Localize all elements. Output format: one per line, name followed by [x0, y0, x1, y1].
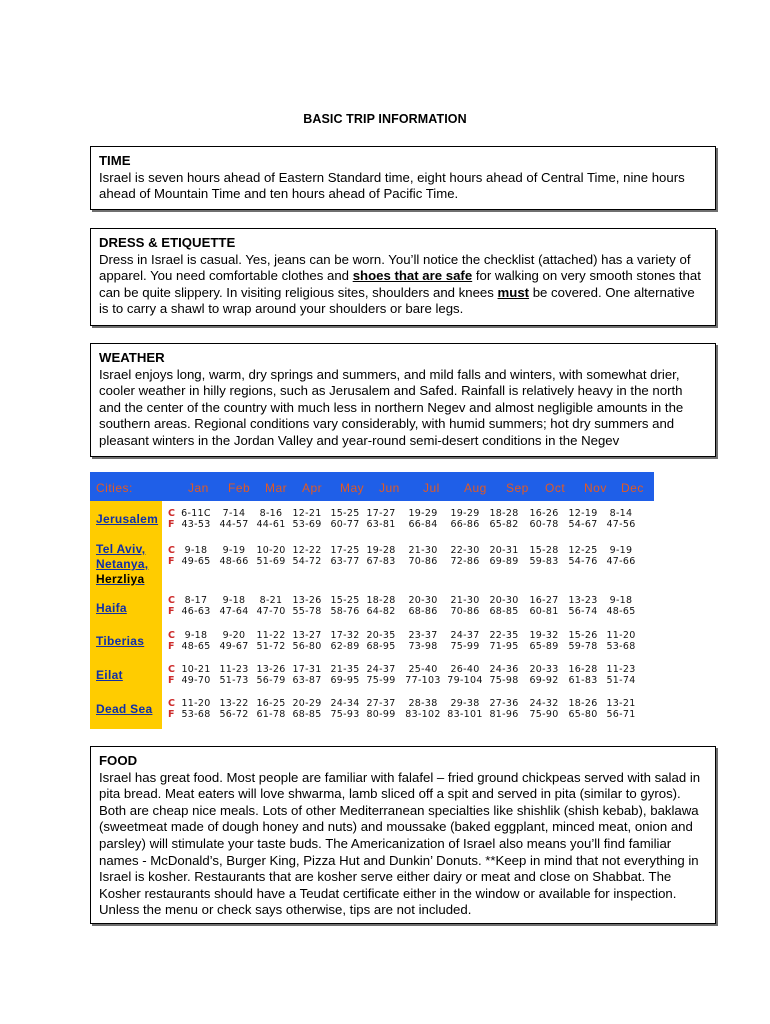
cities-header: Cities:: [96, 481, 133, 495]
food-section: [90, 746, 716, 924]
temp-celsius: 29-38: [450, 698, 480, 709]
temp-celsius: 27-37: [366, 698, 396, 709]
food-heading: FOOD: [99, 753, 138, 768]
temp-fahrenheit: 54-67: [568, 519, 598, 530]
climate-header-row: [90, 472, 654, 501]
temp-celsius: 11-20: [181, 698, 211, 709]
temp-fahrenheit: 73-98: [408, 641, 438, 652]
month-header-mar: Mar: [265, 481, 288, 495]
temp-cell: [443, 664, 487, 686]
city-name-line: Tel Aviv,: [96, 542, 146, 556]
temp-cell: [359, 545, 403, 567]
temp-celsius: 13-26: [292, 595, 322, 606]
temp-fahrenheit: 63-81: [366, 519, 396, 530]
temp-fahrenheit: 53-68: [181, 709, 211, 720]
temp-cell: [359, 664, 403, 686]
temp-fahrenheit: 62-89: [330, 641, 360, 652]
temp-celsius: 11-23: [219, 664, 249, 675]
temp-celsius: 25-40: [408, 664, 438, 675]
temp-fahrenheit: 70-86: [408, 556, 438, 567]
temp-fahrenheit: 60-77: [330, 519, 360, 530]
month-header-may: May: [340, 481, 365, 495]
month-header-sep: Sep: [506, 481, 529, 495]
temp-celsius: 12-22: [292, 545, 322, 556]
temp-fahrenheit: 60-81: [529, 606, 559, 617]
temp-celsius: 20-30: [408, 595, 438, 606]
temp-cell: [443, 595, 487, 617]
temp-celsius: 10-21: [181, 664, 211, 675]
temp-fahrenheit: 68-86: [408, 606, 438, 617]
temp-cell: [599, 630, 643, 652]
temp-fahrenheit: 64-82: [366, 606, 396, 617]
temp-cell: [522, 698, 566, 720]
temp-cell: [359, 698, 403, 720]
temp-cell: [599, 698, 643, 720]
celsius-label: C: [168, 595, 175, 606]
temp-celsius: 11-23: [606, 664, 636, 675]
temp-celsius: 20-29: [292, 698, 322, 709]
temp-celsius: 16-28: [568, 664, 598, 675]
temp-cell: [401, 545, 445, 567]
temp-celsius: 22-30: [450, 545, 480, 556]
fahrenheit-label: F: [168, 556, 175, 567]
temp-celsius: 9-18: [184, 630, 208, 641]
temp-fahrenheit: 56-74: [568, 606, 598, 617]
temp-celsius: 18-28: [489, 508, 519, 519]
city-name[interactable]: [96, 601, 127, 616]
weather-heading: WEATHER: [99, 350, 165, 365]
temp-fahrenheit: 75-99: [450, 641, 480, 652]
temp-cell: [482, 664, 526, 686]
temp-cell: [599, 595, 643, 617]
temp-celsius: 13-23: [568, 595, 598, 606]
temp-cell: [522, 595, 566, 617]
temp-fahrenheit: 47-66: [606, 556, 636, 567]
temp-celsius: 10-20: [256, 545, 286, 556]
temp-celsius: 22-35: [489, 630, 519, 641]
temp-fahrenheit: 68-85: [292, 709, 322, 720]
city-name[interactable]: [96, 702, 152, 717]
temp-celsius: 9-20: [222, 630, 246, 641]
temp-fahrenheit: 51-69: [256, 556, 286, 567]
temp-celsius: 20-35: [366, 630, 396, 641]
fahrenheit-label: F: [168, 641, 175, 652]
temp-celsius: 8-16: [259, 508, 283, 519]
temp-cell: [443, 630, 487, 652]
temp-fahrenheit: 48-65: [606, 606, 636, 617]
temp-fahrenheit: 68-95: [366, 641, 396, 652]
temp-cell: [401, 508, 445, 530]
temp-fahrenheit: 70-86: [450, 606, 480, 617]
city-name-line: Tiberias: [96, 634, 145, 648]
temp-cell: [522, 545, 566, 567]
temp-cell: [599, 508, 643, 530]
temp-cell: [401, 664, 445, 686]
temp-celsius: 16-27: [529, 595, 559, 606]
temp-celsius: 16-25: [256, 698, 286, 709]
city-name[interactable]: [96, 634, 144, 649]
celsius-label: C: [168, 545, 175, 556]
temp-celsius: 26-40: [450, 664, 480, 675]
temp-celsius: 13-22: [219, 698, 249, 709]
temp-celsius: 15-25: [330, 595, 360, 606]
city-name[interactable]: [96, 512, 158, 527]
temp-cell: [359, 595, 403, 617]
month-header-oct: Oct: [545, 481, 566, 495]
temp-celsius: 11-22: [256, 630, 286, 641]
month-header-dec: Dec: [621, 481, 644, 495]
temp-fahrenheit: 43-53: [181, 519, 211, 530]
temp-celsius: 15-26: [568, 630, 598, 641]
month-header-jun: Jun: [379, 481, 400, 495]
temp-fahrenheit: 83-102: [405, 709, 441, 720]
temp-celsius: 12-19: [568, 508, 598, 519]
temp-fahrenheit: 49-70: [181, 675, 211, 686]
city-name-line: Jerusalem: [96, 512, 159, 526]
dress-text: [99, 252, 707, 318]
temp-fahrenheit: 48-65: [181, 641, 211, 652]
temp-fahrenheit: 56-72: [219, 709, 249, 720]
temp-cell: [482, 545, 526, 567]
time-text: Israel is seven hours ahead of Eastern Standard time, eight hours ahead of Central Time, nine hours ahead of Mountain Time and ten hours ahead of Pacific Time.: [99, 169, 685, 202]
celsius-label: C: [168, 630, 175, 641]
temp-celsius: 28-38: [408, 698, 438, 709]
weather-text: Israel enjoys long, warm, dry springs and summers, and mild falls and winters, with somewhat drier, cooler weather in hilly regions, such as Jerusalem and Safed. Rainfall is relatively heavy in the north and the center of the country with much less in northern Negev and almost negligible amounts in the southern areas. Regional conditions vary considerably, with humid summers; hot dry summers and pleasant winters in the Jordan Valley and year-round semi-desert conditions in the Negev: [99, 366, 684, 448]
temp-celsius: 17-31: [292, 664, 322, 675]
month-header-nov: Nov: [584, 481, 607, 495]
temp-fahrenheit: 65-82: [489, 519, 519, 530]
temp-celsius: 20-30: [489, 595, 519, 606]
temp-celsius: 17-32: [330, 630, 360, 641]
month-header-feb: Feb: [228, 481, 251, 495]
page-title: BASIC TRIP INFORMATION: [303, 112, 467, 126]
shoes-safe-emphasis: shoes that are safe: [352, 268, 473, 284]
temp-fahrenheit: 58-76: [330, 606, 360, 617]
temp-fahrenheit: 75-90: [529, 709, 559, 720]
temp-cell: [482, 595, 526, 617]
temp-celsius: 9-19: [609, 545, 633, 556]
temp-fahrenheit: 69-92: [529, 675, 559, 686]
temp-celsius: 19-29: [450, 508, 480, 519]
must-emphasis: must: [497, 284, 530, 300]
celsius-label: C: [168, 664, 175, 675]
temp-fahrenheit: 75-93: [330, 709, 360, 720]
temp-cell: [401, 630, 445, 652]
temp-fahrenheit: 77-103: [405, 675, 441, 686]
temp-celsius: 19-28: [366, 545, 396, 556]
temp-fahrenheit: 47-70: [256, 606, 286, 617]
temp-celsius: 17-25: [330, 545, 360, 556]
temp-fahrenheit: 56-79: [256, 675, 286, 686]
temp-cell: [522, 508, 566, 530]
temp-fahrenheit: 44-61: [256, 519, 286, 530]
temp-fahrenheit: 65-80: [568, 709, 598, 720]
temp-cell: [401, 595, 445, 617]
temp-celsius: 8-14: [609, 508, 633, 519]
temp-fahrenheit: 51-73: [219, 675, 249, 686]
temp-fahrenheit: 79-104: [447, 675, 483, 686]
temp-celsius: 24-34: [330, 698, 360, 709]
temp-fahrenheit: 80-99: [366, 709, 396, 720]
temp-fahrenheit: 75-99: [366, 675, 396, 686]
temp-fahrenheit: 61-83: [568, 675, 598, 686]
city-name[interactable]: [96, 668, 123, 683]
month-header-aug: Aug: [464, 481, 487, 495]
temp-fahrenheit: 61-78: [256, 709, 286, 720]
food-text: Israel has great food. Most people are familiar with falafel – fried ground chickpeas served with salad in pita bread. Meat eaters will love shwarma, lamb sliced off a spit and served in pita (similar to gyros). Both are cheap nice meals. Lots of other Mediterranean specialties like shishlik (shish kebab), baklawa (sweetmeat made of dough honey and nuts) and moussake (baked eggplant, minced meat, onion and parsley) will stimulate your taste buds. The Americanization of Israel also means you’ll find familiar names - McDonald’s, Burger King, Pizza Hut and Dunkin’ Donuts. **Keep in mind that not everything in Israel is kosher. Restaurants that are kosher serve either dairy or meat and close on Shabbat. The Kosher restaurants should have a Teudat certificate either in the window or available for inspection. Unless the menu or check says otherwise, tips are not included.: [99, 769, 701, 918]
celsius-label: C: [168, 698, 175, 709]
temp-fahrenheit: 47-64: [219, 606, 249, 617]
temp-cell: [443, 508, 487, 530]
temp-celsius: 24-36: [489, 664, 519, 675]
temp-fahrenheit: 69-95: [330, 675, 360, 686]
temp-celsius: 9-19: [222, 545, 246, 556]
temp-fahrenheit: 56-71: [606, 709, 636, 720]
temp-celsius: 15-25: [330, 508, 360, 519]
city-name-line: Netanya,: [96, 557, 149, 571]
city-name[interactable]: [96, 542, 148, 587]
city-name-line: Eilat: [96, 668, 123, 682]
dress-text-part: Dress in Israel is casual. Yes, jeans can be worn. You’ll notice the checklist (attached) has a variety of apparel. You need comfortable clothes and: [99, 251, 691, 284]
time-section: [90, 146, 716, 210]
dress-text-part: for walking on very smooth stones that can be quite slippery. In visiting religious sites, shoulders and knees: [99, 268, 701, 300]
temp-celsius: 18-26: [568, 698, 598, 709]
temp-fahrenheit: 83-101: [447, 709, 483, 720]
temp-fahrenheit: 65-89: [529, 641, 559, 652]
climate-table: [90, 472, 654, 729]
temp-fahrenheit: 75-98: [489, 675, 519, 686]
temp-fahrenheit: 63-77: [330, 556, 360, 567]
temp-fahrenheit: 56-80: [292, 641, 322, 652]
temp-cell: [359, 508, 403, 530]
temp-celsius: 18-28: [366, 595, 396, 606]
temp-cell: [599, 664, 643, 686]
temp-celsius: 24-37: [450, 630, 480, 641]
temp-fahrenheit: 66-84: [408, 519, 438, 530]
month-header-jul: Jul: [423, 481, 440, 495]
temp-fahrenheit: 46-63: [181, 606, 211, 617]
temp-celsius: 12-21: [292, 508, 322, 519]
month-header-apr: Apr: [302, 481, 323, 495]
temp-celsius: 21-30: [450, 595, 480, 606]
temp-celsius: 8-17: [184, 595, 208, 606]
temp-fahrenheit: 53-68: [606, 641, 636, 652]
temp-fahrenheit: 59-83: [529, 556, 559, 567]
temp-cell: [443, 545, 487, 567]
temp-fahrenheit: 60-78: [529, 519, 559, 530]
temp-fahrenheit: 48-66: [219, 556, 249, 567]
temp-celsius: 11-20: [606, 630, 636, 641]
temp-celsius: 21-35: [330, 664, 360, 675]
temp-celsius: 7-14: [222, 508, 246, 519]
temp-fahrenheit: 51-72: [256, 641, 286, 652]
temp-celsius: 23-37: [408, 630, 438, 641]
celsius-label: C: [168, 508, 175, 519]
temp-celsius: 8-21: [259, 595, 283, 606]
temp-celsius: 20-33: [529, 664, 559, 675]
city-name-line: Haifa: [96, 601, 127, 615]
temp-fahrenheit: 54-72: [292, 556, 322, 567]
temp-cell: [401, 698, 445, 720]
fahrenheit-label: F: [168, 709, 175, 720]
temp-fahrenheit: 49-65: [181, 556, 211, 567]
fahrenheit-label: F: [168, 606, 175, 617]
temp-celsius: 15-28: [529, 545, 559, 556]
temp-fahrenheit: 44-57: [219, 519, 249, 530]
temp-celsius: 19-29: [408, 508, 438, 519]
temp-fahrenheit: 55-78: [292, 606, 322, 617]
temp-celsius: 13-21: [606, 698, 636, 709]
fahrenheit-label: F: [168, 675, 175, 686]
temp-cell: [522, 630, 566, 652]
temp-cell: [482, 508, 526, 530]
time-heading: TIME: [99, 153, 131, 168]
temp-fahrenheit: 69-89: [489, 556, 519, 567]
temp-fahrenheit: 49-67: [219, 641, 249, 652]
fahrenheit-label: F: [168, 519, 175, 530]
temp-celsius: 27-36: [489, 698, 519, 709]
temp-celsius: 13-27: [292, 630, 322, 641]
city-name-line: Herzliya: [96, 572, 145, 586]
temp-fahrenheit: 51-74: [606, 675, 636, 686]
month-header-jan: Jan: [188, 481, 209, 495]
temp-cell: [599, 545, 643, 567]
temp-cell: [522, 664, 566, 686]
temp-fahrenheit: 63-87: [292, 675, 322, 686]
temp-celsius: 9-18: [222, 595, 246, 606]
temp-fahrenheit: 81-96: [489, 709, 519, 720]
temp-celsius: 20-31: [489, 545, 519, 556]
temp-fahrenheit: 47-56: [606, 519, 636, 530]
temp-fahrenheit: 59-78: [568, 641, 598, 652]
temp-cell: [482, 698, 526, 720]
temp-cell: [482, 630, 526, 652]
temp-celsius: 13-26: [256, 664, 286, 675]
temp-fahrenheit: 66-86: [450, 519, 480, 530]
temp-celsius: 9-18: [184, 545, 208, 556]
temp-celsius: 24-37: [366, 664, 396, 675]
temp-celsius: 19-32: [529, 630, 559, 641]
temp-cell: [443, 698, 487, 720]
dress-heading: DRESS & ETIQUETTE: [99, 235, 236, 250]
temp-celsius: 17-27: [366, 508, 396, 519]
temp-celsius: 6-11C: [181, 508, 211, 519]
temp-cell: [359, 630, 403, 652]
temp-celsius: 9-18: [609, 595, 633, 606]
temp-fahrenheit: 54-76: [568, 556, 598, 567]
temp-fahrenheit: 68-85: [489, 606, 519, 617]
temp-celsius: 24-32: [529, 698, 559, 709]
city-name-line: Dead Sea: [96, 702, 153, 716]
temp-fahrenheit: 72-86: [450, 556, 480, 567]
dress-section: [90, 228, 716, 326]
temp-fahrenheit: 71-95: [489, 641, 519, 652]
temp-celsius: 21-30: [408, 545, 438, 556]
temp-fahrenheit: 53-69: [292, 519, 322, 530]
dress-text-part: be covered. One alternative is to carry a shawl to wrap around your shoulders or bare legs.: [99, 284, 695, 317]
temp-celsius: 16-26: [529, 508, 559, 519]
temp-fahrenheit: 67-83: [366, 556, 396, 567]
weather-section: [90, 343, 716, 457]
temp-celsius: 12-25: [568, 545, 598, 556]
